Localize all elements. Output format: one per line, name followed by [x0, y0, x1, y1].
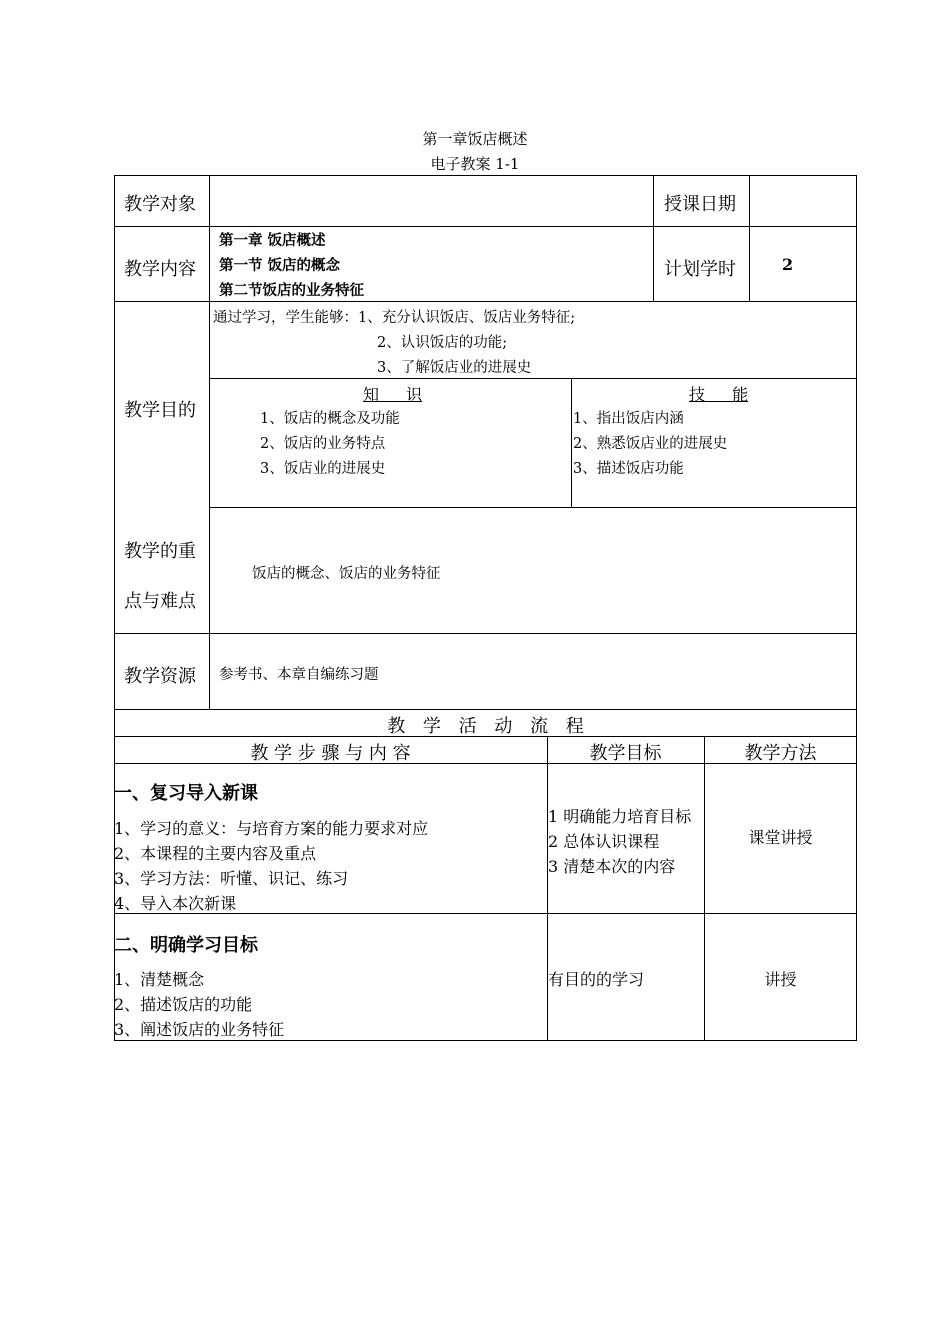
- step-1-method: 课堂讲授: [748, 828, 813, 847]
- step-1-goal-3: 3 清楚本次的内容: [548, 857, 676, 876]
- knowledge-header: 知 识: [363, 385, 423, 404]
- step-2-goal-1: 有目的的学习: [548, 970, 645, 989]
- skill-header: 技 能: [689, 385, 749, 404]
- plan-id: 电子教案 1-1: [430, 155, 520, 173]
- resources-label: 教学资源: [124, 666, 196, 687]
- step-2-item-1: 1、清楚概念: [114, 970, 205, 989]
- hours-value: 2: [782, 255, 794, 274]
- objectives-intro: 通过学习，学生能够：1、充分认识饭店、饭店业务特征;: [213, 310, 576, 326]
- step-1-item-4: 4、导入本次新课: [114, 894, 237, 913]
- objectives-label: 教学目的: [124, 400, 196, 421]
- skill-item-2: 2、熟悉饭店业的进展史: [573, 436, 728, 452]
- step-1-heading: 一、复习导入新课: [114, 783, 258, 804]
- step-1-item-1: 1、学习的意义：与培育方案的能力要求对应: [114, 819, 429, 838]
- knowledge-item-1: 1、饭店的概念及功能: [260, 411, 400, 427]
- skill-item-3: 3、描述饭店功能: [573, 461, 684, 477]
- resources-text: 参考书、本章自编练习题: [219, 667, 379, 683]
- col-goal-header: 教学目标: [589, 743, 662, 764]
- objective-3: 3、了解饭店业的进展史: [377, 360, 532, 376]
- step-1-item-3: 3、学习方法：听懂、识记、练习: [114, 869, 349, 888]
- focus-label-line2: 点与难点: [124, 591, 196, 612]
- content-line-1: 第一章 饭店概述: [219, 232, 326, 249]
- objective-2: 2、认识饭店的功能;: [377, 335, 508, 351]
- step-2-method: 讲授: [764, 970, 797, 989]
- focus-text: 饭店的概念、饭店的业务特征: [252, 566, 441, 582]
- content-line-2: 第一节 饭店的概念: [219, 257, 341, 274]
- step-2-item-2: 2、描述饭店的功能: [114, 995, 253, 1014]
- col-steps-header: 教 学 步 骤 与 内 容: [250, 743, 411, 764]
- col-method-header: 教学方法: [744, 743, 817, 764]
- hours-label: 计划学时: [664, 259, 736, 280]
- content-label: 教学内容: [124, 259, 196, 280]
- knowledge-item-2: 2、饭店的业务特点: [260, 436, 386, 452]
- step-1-goal-1: 1 明确能力培育目标: [548, 807, 692, 826]
- focus-label-line1: 教学的重: [124, 541, 196, 562]
- date-label: 授课日期: [664, 194, 736, 215]
- chapter-title: 第一章饭店概述: [422, 130, 528, 148]
- step-1-item-2: 2、本课程的主要内容及重点: [114, 844, 317, 863]
- skill-item-1: 1、指出饭店内涵: [573, 411, 684, 427]
- step-1-goal-2: 2 总体认识课程: [548, 832, 660, 851]
- flow-title: 教 学 活 动 流 程: [387, 716, 584, 737]
- step-2-item-3: 3、阐述饭店的业务特征: [114, 1020, 285, 1039]
- content-line-3: 第二节饭店的业务特征: [219, 282, 364, 299]
- knowledge-item-3: 3、饭店业的进展史: [260, 461, 386, 477]
- target-label: 教学对象: [124, 194, 196, 215]
- step-2-heading: 二、明确学习目标: [114, 935, 258, 956]
